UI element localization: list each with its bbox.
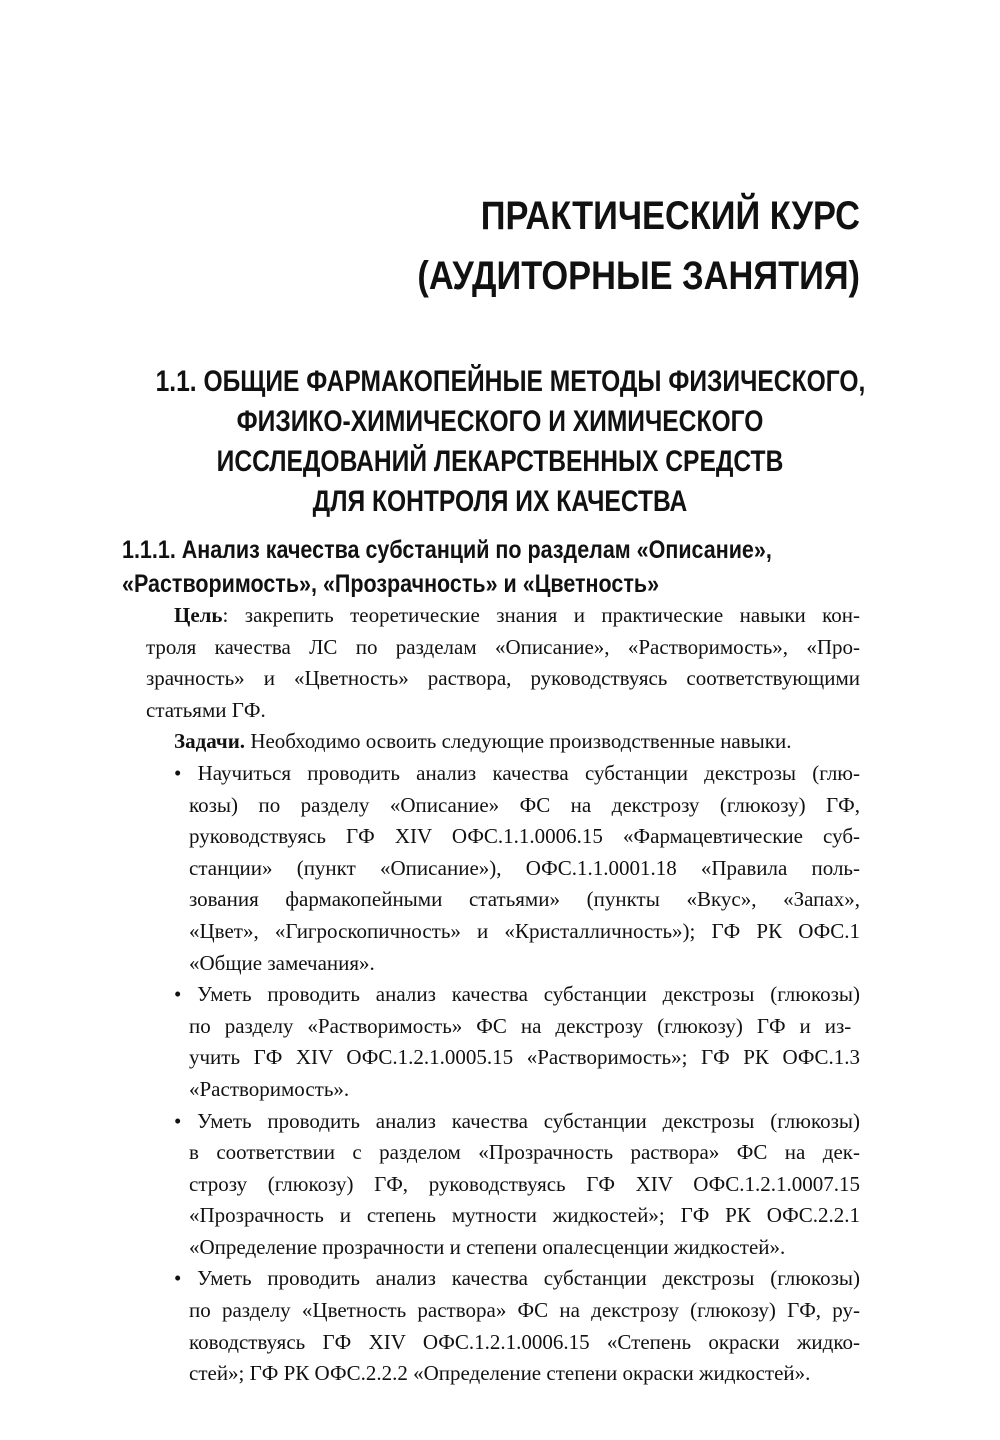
task-bullet-line: руководствуясь ГФ XIV ОФС.1.1.0006.15 «Фармацевтические суб- [189,824,860,849]
goal-line: статьями ГФ. [146,697,266,722]
goal-line: троля качества ЛС по разделам «Описание», «Растворимость», «Про- [146,634,860,659]
task-bullet-line: • Уметь проводить анализ качества субстанции декстрозы (глюкозы) [174,1108,860,1133]
tasks-paragraph [146,726,860,758]
task-bullet-line: «Цвет», «Гигроскопичность» и «Кристалличность»); ГФ РК ОФС.1 [189,918,860,943]
section-title-line: 1.1. ОБЩИЕ ФАРМАКОПЕЙНЫЕ МЕТОДЫ ФИЗИЧЕСКОГО, [155,365,866,398]
task-bullet-item [146,1263,860,1389]
task-bullet-line: «Общие замечания». [189,950,375,975]
section-title-line: ИССЛЕДОВАНИЙ ЛЕКАРСТВЕННЫХ СРЕДСТВ [216,445,784,478]
subsection-title-line: «Растворимость», «Прозрачность» и «Цветность» [122,570,660,598]
task-bullet-line: в соответствии с разделом «Прозрачность раствора» ФС на дек- [189,1140,860,1165]
task-bullet-line: • Уметь проводить анализ качества субстанции декстрозы (глюкозы) [174,982,860,1007]
part-title-line: (АУДИТОРНЫЕ ЗАНЯТИЯ) [417,254,860,298]
subsection-title [122,533,776,601]
task-bullet-line: строзу (глюкозу) ГФ, руководствуясь ГФ XIV ОФС.1.2.1.0007.15 [189,1171,860,1196]
tasks-label: Задачи. [174,729,246,754]
task-bullet-line: «Растворимость». [189,1076,350,1101]
goal-text: : закрепить теоретические знания и практические навыки кон- [222,603,860,627]
tasks-line [146,726,860,758]
task-bullet-line: козы) по разделу «Описание» ФС на декстрозу (глюкозу) ГФ, [189,792,860,817]
task-bullet-item [146,758,860,979]
task-bullet-item [146,979,860,1105]
task-bullet-item [146,1106,860,1264]
section-title [80,362,920,522]
task-bullet-line: зования фармакопейными статьями» (пункты «Вкус», «Запах», [189,887,860,912]
goal-paragraph [146,600,860,726]
task-bullet-line: ководствуясь ГФ XIV ОФС.1.2.1.0006.15 «Степень окраски жидко- [189,1329,860,1354]
section-title-line: ФИЗИКО-ХИМИЧЕСКОГО И ХИМИЧЕСКОГО [236,405,764,438]
body-text [146,600,860,1390]
tasks-intro: Необходимо освоить следующие производственные навыки. [245,729,792,754]
task-bullet-line: станции» (пункт «Описание»), ОФС.1.1.0001.18 «Правила поль- [189,855,860,880]
part-title-line: ПРАКТИЧЕСКИЙ КУРС [480,194,860,238]
tasks-bullet-list [146,758,860,1390]
subsection-title-line: 1.1.1. Анализ качества субстанций по разделам «Описание», [122,536,772,564]
task-bullet-line: • Уметь проводить анализ качества субстанции декстрозы (глюкозы) [174,1266,860,1291]
goal-line: зрачность» и «Цветность» раствора, руководствуясь соответствующими [146,666,860,691]
task-bullet-line: учить ГФ XIV ОФС.1.2.1.0005.15 «Растворимость»; ГФ РК ОФС.1.3 [189,1045,860,1070]
task-bullet-line: стей»; ГФ РК ОФС.2.2.2 «Определение степени окраски жидкостей». [189,1361,811,1386]
part-title [241,186,860,306]
goal-line [146,600,860,632]
task-bullet-line: «Прозрачность и степень мутности жидкостей»; ГФ РК ОФС.2.2.1 [189,1203,860,1228]
task-bullet-line: • Научиться проводить анализ качества субстанции декстрозы (глю- [174,760,860,785]
goal-label: Цель [174,603,223,627]
section-title-line: ДЛЯ КОНТРОЛЯ ИХ КАЧЕСТВА [312,485,688,518]
task-bullet-line: «Определение прозрачности и степени опалесценции жидкостей». [189,1234,786,1259]
task-bullet-line: по разделу «Растворимость» ФС на декстрозу (глюкозу) ГФ и из- [189,1013,852,1038]
task-bullet-line: по разделу «Цветность раствора» ФС на декстрозу (глюкозу) ГФ, ру- [189,1298,860,1323]
